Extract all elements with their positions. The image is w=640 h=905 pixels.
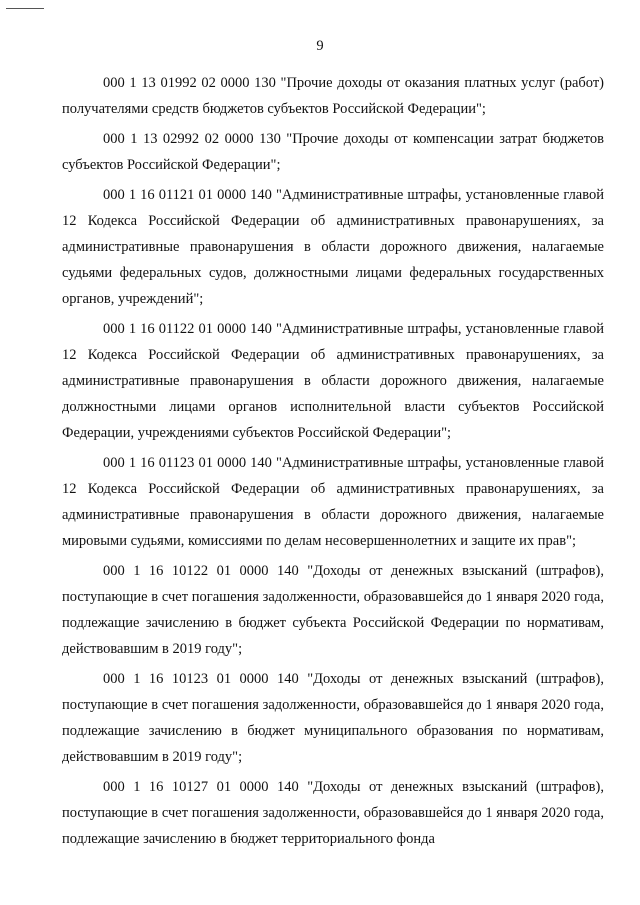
paragraph-6: 000 1 16 10122 01 0000 140 "Доходы от денежных взысканий (штрафов), поступающие в счет погашения задолженности, образовавшейся до 1 января 2020 года, подлежащие зачислению в бюджет субъекта Российской Федерации по нормативам, действовавшим в 2019 году";: [62, 563, 604, 657]
paragraph-4: 000 1 16 01122 01 0000 140 "Административные штрафы, установленные главой 12 Кодекса Российской Федерации об административных правонарушениях, за административные правонарушения в области дорожного движения, налагаемые должностными лицами органов исполнительной власти субъектов Российской Федерации, учреждениями субъектов Российской Федерации";: [62, 321, 604, 441]
paragraph-8: 000 1 16 10127 01 0000 140 "Доходы от денежных взысканий (штрафов), поступающие в счет погашения задолженности, образовавшейся до 1 января 2020 года, подлежащие зачислению в бюджет территориального фонда: [62, 779, 604, 847]
paragraph-1: 000 1 13 01992 02 0000 130 "Прочие доходы от оказания платных услуг (работ) получателями средств бюджетов субъектов Российской Федерации";: [62, 75, 604, 117]
paragraph-5: 000 1 16 01123 01 0000 140 "Административные штрафы, установленные главой 12 Кодекса Российской Федерации об административных правонарушениях, за административные правонарушения в области дорожного движения, налагаемые мировыми судьями, комиссиями по делам несовершеннолетних и защите их прав";: [62, 455, 604, 549]
paragraph-2: 000 1 13 02992 02 0000 130 "Прочие доходы от компенсации затрат бюджетов субъектов Российской Федерации";: [62, 131, 604, 173]
scan-edge-mark: [6, 8, 44, 9]
paragraph-3: 000 1 16 01121 01 0000 140 "Административные штрафы, установленные главой 12 Кодекса Российской Федерации об административных правонарушениях, за административные правонарушения в области дорожного движения, налагаемые судьями федеральных судов, должностными лицами федеральных государственных органов, учреждений";: [62, 187, 604, 307]
page-number: 9: [316, 38, 324, 54]
paragraph-7: 000 1 16 10123 01 0000 140 "Доходы от денежных взысканий (штрафов), поступающие в счет погашения задолженности, образовавшейся до 1 января 2020 года, подлежащие зачислению в бюджет муниципального образования по нормативам, действовавшим в 2019 году";: [62, 671, 604, 765]
document-body: [62, 70, 604, 856]
